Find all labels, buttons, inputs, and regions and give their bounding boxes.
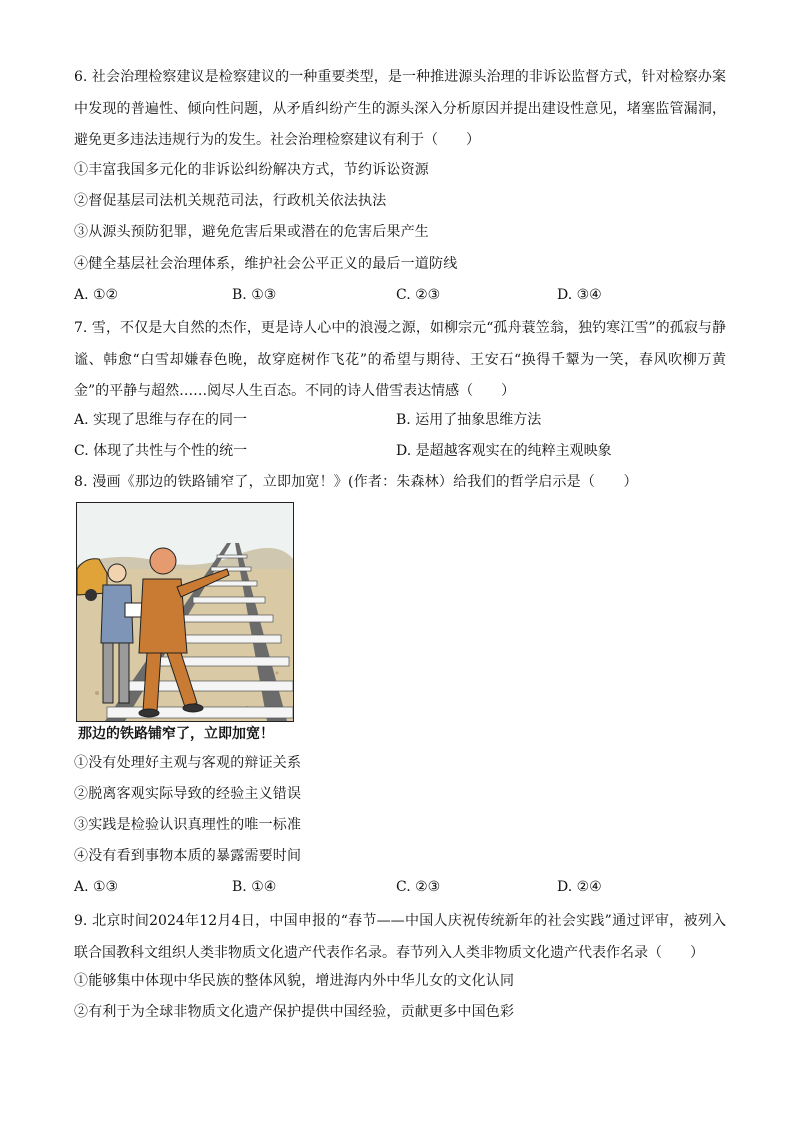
cartoon-caption: 那边的铁路铺窄了，立即加宽！ (78, 726, 274, 742)
q7-option-b: B. 运用了抽象思维方法 (396, 412, 542, 428)
q6-item-1: ①丰富我国多元化的非诉讼纠纷解决方式，节约诉讼资源 (74, 162, 429, 178)
q8-item-2: ②脱离客观实际导致的经验主义错误 (74, 786, 302, 802)
cartoon-illustration (77, 503, 293, 721)
q8-option-c: C. ②③ (396, 879, 441, 895)
q7-option-c: C. 体现了共性与个性的统一 (74, 443, 248, 459)
q7-option-d: D. 是超越客观实在的纯粹主观映象 (396, 443, 612, 459)
q6-item-2: ②督促基层司法机关规范司法，行政机关依法执法 (74, 193, 387, 209)
q9-item-1: ①能够集中体现中华民族的整体风貌，增进海内外中华儿女的文化认同 (74, 973, 515, 989)
q8-stem: 8. 漫画《那边的铁路铺窄了，立即加宽！》(作者：朱森林）给我们的哲学启示是（ ） (74, 474, 638, 490)
q6-option-b: B. ①③ (232, 287, 277, 303)
q8-option-a: A. ①③ (74, 879, 119, 895)
q9-stem: 9. 北京时间2024年12月4日，中国申报的“春节——中国人庆祝传统新年的社会实践”通过评审，被列入联合国教科文组织人类非物质文化遗产代表作名录。春节列入人类非物质文化遗产代表作名录（ ） (74, 913, 726, 961)
q7-option-a: A. 实现了思维与存在的同一 (74, 412, 248, 428)
q6-option-c: C. ②③ (396, 287, 441, 303)
q6-stem: 6. 社会治理检察建议是检察建议的一种重要类型，是一种推进源头治理的非诉讼监督方式，针对检察办案中发现的普遍性、倾向性问题，从矛盾纠纷产生的源头深入分析原因并提出建设性意见，堵塞监管漏洞，避免更多违法违规行为的发生。社会治理检察建议有利于（ ） (74, 69, 726, 148)
q6-item-3: ③从源头预防犯罪，避免危害后果或潜在的危害后果产生 (74, 224, 429, 240)
q6-item-4: ④健全基层社会治理体系，维护社会公平正义的最后一道防线 (74, 256, 458, 272)
q6-option-a: A. ①② (74, 287, 119, 303)
q8-option-b: B. ①④ (232, 879, 277, 895)
q8-item-3: ③实践是检验认识真理性的唯一标准 (74, 817, 302, 833)
q9-item-2: ②有利于为全球非物质文化遗产保护提供中国经验，贡献更多中国色彩 (74, 1004, 515, 1020)
q6-option-d: D. ③④ (557, 287, 602, 303)
q8-option-d: D. ②④ (557, 879, 602, 895)
q7-stem: 7. 雪，不仅是大自然的杰作，更是诗人心中的浪漫之源，如柳宗元“孤舟蓑笠翁，独钓寒江雪”的孤寂与静谧、韩愈“白雪却嫌春色晚，故穿庭树作飞花”的希望与期待、王安石“换得千颦为一笑，春风吹柳万黄金”的平静与超然……阅尽人生百态。不同的诗人借雪表达情感（ ） (74, 320, 726, 399)
q8-item-1: ①没有处理好主观与客观的辩证关系 (74, 755, 302, 771)
railway-cartoon-image (76, 502, 294, 722)
q8-item-4: ④没有看到事物本质的暴露需要时间 (74, 848, 302, 864)
